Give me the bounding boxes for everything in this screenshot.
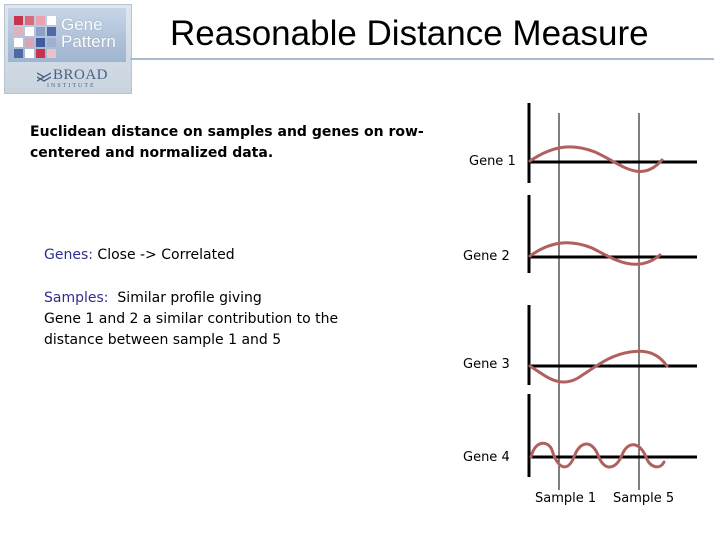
sample-5-label: Sample 5	[613, 491, 675, 506]
genes-note-text: Close -> Correlated	[92, 247, 235, 263]
logo-line-gene: Gene	[61, 15, 103, 34]
intro-line-2: centered and normalized data.	[30, 145, 274, 161]
gene-2-wave	[530, 243, 660, 265]
sample-1-label: Sample 1	[535, 491, 597, 506]
samples-note-label: Samples:	[44, 290, 109, 306]
broad-wordmark: BROAD	[53, 67, 109, 83]
gene-4-wave	[531, 443, 664, 467]
intro-line-1: Euclidean distance on samples and genes on row-	[30, 124, 424, 140]
samples-note-line-1: Similar profile giving	[108, 290, 262, 306]
gene-1-wave	[530, 147, 662, 172]
gene-4-label: Gene 4	[463, 450, 510, 465]
slide-title: Reasonable Distance Measure	[170, 14, 649, 53]
logo-line-pattern: Pattern	[61, 32, 116, 51]
genes-note-label: Genes:	[44, 247, 93, 263]
samples-note-line-3: distance between sample 1 and 5	[44, 332, 282, 348]
gene-2-label: Gene 2	[463, 249, 510, 264]
institute-wordmark: INSTITUTE	[47, 83, 96, 89]
gene-3-label: Gene 3	[463, 357, 510, 372]
samples-note-line-2: Gene 1 and 2 a similar contribution to the	[44, 311, 339, 327]
gene-1-label: Gene 1	[469, 154, 516, 169]
